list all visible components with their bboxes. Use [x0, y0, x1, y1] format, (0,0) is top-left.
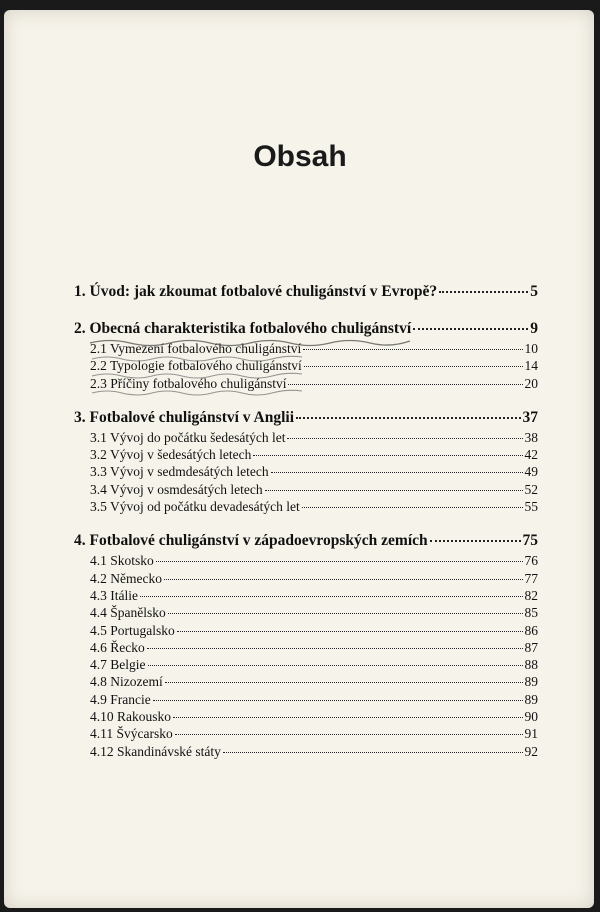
dot-leader	[296, 417, 520, 419]
toc-entry-label: 4.3 Itálie	[90, 587, 138, 603]
toc-entry-page: 90	[524, 709, 538, 725]
toc-entry-page: 55	[524, 499, 538, 515]
toc-entry-section[interactable]	[74, 639, 538, 656]
toc-entry-section[interactable]	[74, 622, 538, 639]
toc-entry-section[interactable]	[74, 691, 538, 708]
toc-entry-page: 85	[524, 605, 538, 621]
toc-entry-page: 20	[524, 375, 538, 391]
toc-entry-page: 92	[524, 743, 538, 759]
dot-leader	[140, 596, 523, 597]
toc-entry-page: 88	[524, 657, 538, 673]
toc-entry-page: 76	[524, 553, 538, 569]
toc-entry-section[interactable]	[74, 340, 538, 357]
dot-leader	[165, 682, 523, 683]
dot-leader	[302, 507, 523, 508]
dot-leader	[253, 455, 522, 456]
dot-leader	[265, 490, 523, 491]
toc-entry-section[interactable]	[74, 656, 538, 673]
toc-entry-label: 3.3 Vývoj v sedmdesátých letech	[90, 464, 269, 480]
toc-entry-label: 4.1 Skotsko	[90, 553, 154, 569]
toc-entry-section[interactable]	[74, 463, 538, 480]
toc-entry-section[interactable]	[74, 552, 538, 569]
toc-entry-label: 3.5 Vývoj od počátku devadesátých let	[90, 499, 300, 515]
toc-entry-label: 3.1 Vývoj do počátku šedesátých let	[90, 429, 286, 445]
toc-entry-page: 14	[524, 358, 538, 374]
toc-entry-label: 3.4 Vývoj v osmdesátých letech	[90, 481, 263, 497]
toc-entry-chapter[interactable]	[74, 407, 538, 429]
dot-leader	[413, 328, 528, 330]
toc-entry-label: 4. Fotbalové chuligánství v západoevropských zemích	[74, 532, 428, 550]
toc-entry-section[interactable]	[74, 481, 538, 498]
toc-entry-label: 4.2 Německo	[90, 570, 162, 586]
toc-entry-page: 52	[524, 481, 538, 497]
dot-leader	[156, 561, 523, 562]
dot-leader	[288, 384, 522, 385]
toc-entry-label: 4.4 Španělsko	[90, 605, 166, 621]
toc-entry-label: 3.2 Vývoj v šedesátých letech	[90, 447, 252, 463]
toc-entry-label: 1. Úvod: jak zkoumat fotbalové chuligánství v Evropě?	[74, 283, 438, 300]
toc-entry-page: 37	[522, 408, 538, 426]
chapter-3	[74, 407, 538, 515]
dot-leader	[430, 540, 521, 542]
toc-entry-label: 4.5 Portugalsko	[90, 622, 175, 638]
toc-entry-page: 38	[524, 429, 538, 445]
toc-entry-page: 91	[524, 726, 538, 742]
toc-entry-label: 3. Fotbalové chuligánství v Anglii	[74, 408, 295, 426]
toc-entry-section[interactable]	[74, 429, 538, 446]
toc-entry-page: 9	[530, 320, 538, 337]
toc-entry-label: 4.11 Švýcarsko	[90, 726, 173, 742]
toc-entry-page: 75	[522, 532, 538, 550]
toc-entry-page: 10	[524, 341, 538, 356]
toc-entry-section[interactable]	[74, 498, 538, 515]
dot-leader	[303, 349, 522, 350]
chapter-4	[74, 530, 538, 760]
dot-leader	[271, 472, 523, 473]
toc-entry-section[interactable]	[74, 673, 538, 690]
toc-entry-chapter[interactable]	[74, 530, 538, 552]
dot-leader	[177, 631, 523, 632]
toc-entry-label: 2.1 Vymezení fotbalového chuligánství	[90, 341, 302, 356]
toc-entry-label: 2. Obecná charakteristika fotbalového chuligánství	[74, 320, 412, 337]
dot-leader	[439, 291, 528, 293]
dot-leader	[164, 579, 523, 580]
toc-entry-page: 49	[524, 464, 538, 480]
toc-entry-label: 4.8 Nizozemí	[90, 674, 163, 690]
toc-entry-section[interactable]	[74, 604, 538, 621]
dot-leader	[173, 717, 523, 718]
dot-leader	[147, 648, 523, 649]
dot-leader	[175, 734, 523, 735]
chapter-2	[74, 318, 538, 392]
toc-entry-label: 4.9 Francie	[90, 691, 151, 707]
toc-entry-chapter[interactable]	[74, 318, 538, 340]
dot-leader	[168, 613, 523, 614]
toc-entry-label: 2.2 Typologie fotbalového chuligánství	[90, 358, 302, 374]
toc-entry-label: 2.3 Příčiny fotbalového chuligánství	[90, 375, 287, 391]
dot-leader	[223, 752, 523, 753]
toc-entry-label: 4.12 Skandinávské státy	[90, 743, 221, 759]
toc-entry-section[interactable]	[74, 587, 538, 604]
toc-entry-section[interactable]	[74, 725, 538, 742]
toc-entry-chapter[interactable]	[74, 281, 538, 303]
toc-entry-label: 4.7 Belgie	[90, 657, 146, 673]
toc-entry-page: 86	[524, 622, 538, 638]
toc-entry-section[interactable]	[74, 570, 538, 587]
toc-entry-section[interactable]	[74, 357, 538, 374]
toc-entry-label: 4.6 Řecko	[90, 639, 145, 655]
toc-entry-page: 89	[524, 674, 538, 690]
toc-entry-page: 77	[524, 570, 538, 586]
page-title: Obsah	[253, 140, 347, 173]
dot-leader	[304, 366, 523, 367]
dot-leader	[287, 438, 522, 439]
dot-leader	[148, 665, 523, 666]
dot-leader	[153, 700, 523, 701]
toc-entry-section[interactable]	[74, 375, 538, 392]
toc-entry-section[interactable]	[74, 446, 538, 463]
toc-entry-section[interactable]	[74, 743, 538, 760]
toc-entry-page: 87	[524, 639, 538, 655]
chapter-1	[74, 281, 538, 303]
table-of-contents	[74, 281, 538, 775]
toc-entry-page: 5	[530, 283, 538, 300]
toc-entry-page: 89	[524, 691, 538, 707]
toc-entry-section[interactable]	[74, 708, 538, 725]
toc-entry-page: 42	[524, 447, 538, 463]
toc-entry-page: 82	[524, 587, 538, 603]
toc-entry-label: 4.10 Rakousko	[90, 709, 171, 725]
